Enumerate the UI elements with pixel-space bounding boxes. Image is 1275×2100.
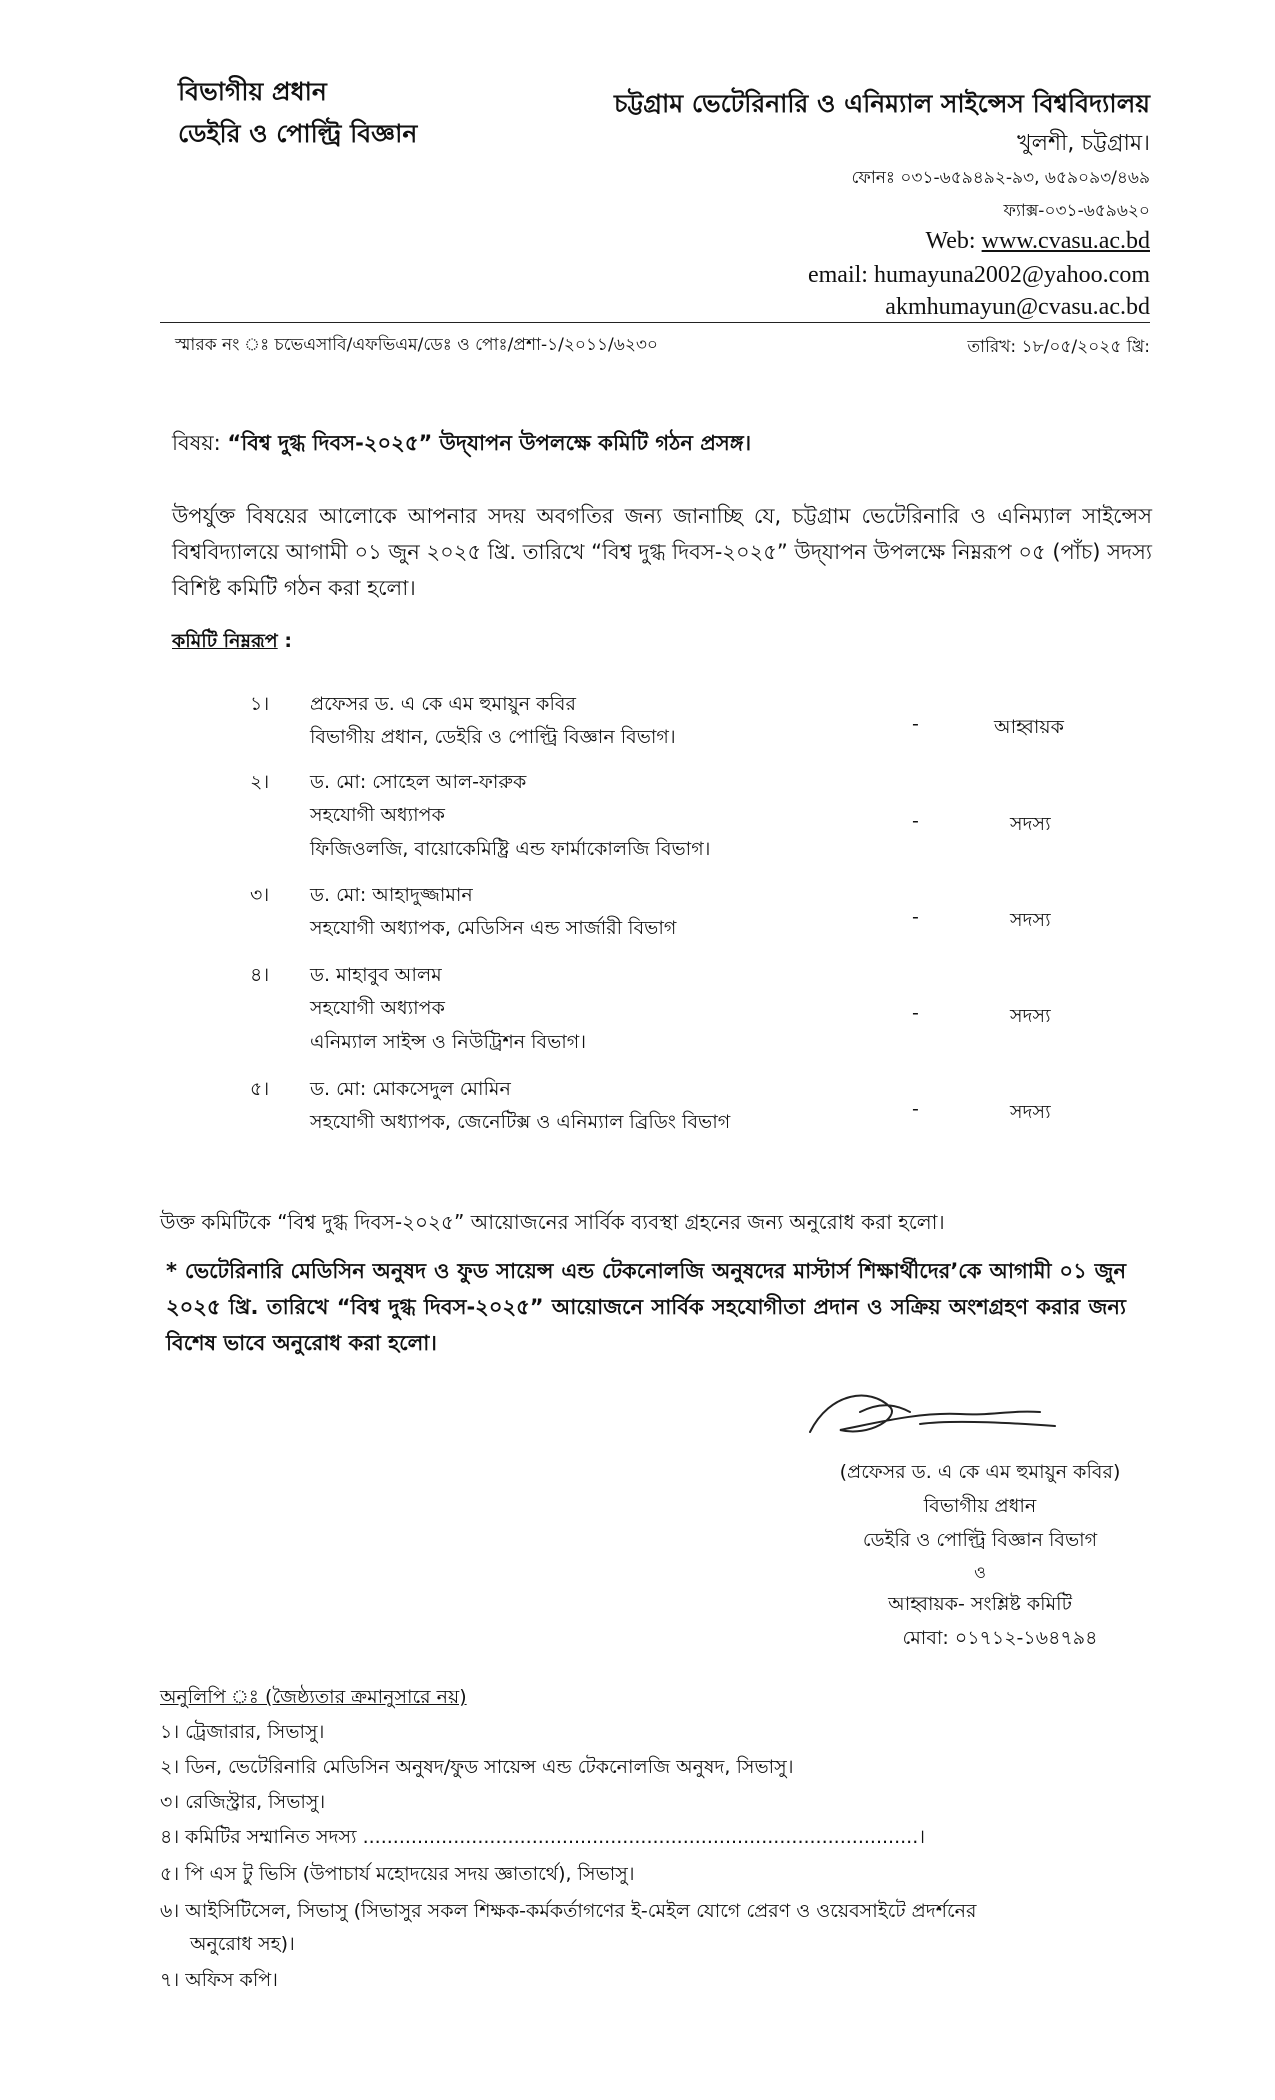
member-dash: -: [912, 1002, 919, 1024]
member-role: সদস্য: [1010, 813, 1051, 835]
member-name: ড. মাহাবুব আলম: [310, 964, 442, 986]
copy-item: ৪। কমিটির সম্মানিত সদস্য ............................................................................................।: [160, 1826, 926, 1848]
signature-scribble: [800, 1382, 1070, 1452]
committee-heading-label: কমিটি নিম্নরূপ: [172, 630, 278, 652]
copy-item: ৭। অফিস কপি।: [160, 1969, 278, 1991]
member-designation: সহযোগী অধ্যাপক: [310, 804, 445, 826]
member-dash: -: [912, 810, 919, 832]
signatory-role: আহ্বায়ক- সংশ্লিষ্ট কমিটি: [888, 1593, 1072, 1615]
email-address-1: humayuna2002@yahoo.com: [873, 262, 1150, 288]
memo-date: তারিখ: ১৮/০৫/২০২৫ খ্রি:: [967, 337, 1150, 357]
signatory-conjunction: ও: [974, 1563, 986, 1582]
memo-number: স্মারক নং ঃ চভেএসাবি/এফভিএম/ডেঃ ও পোঃ/প্রশা-১/২০১১/৬২৩০: [175, 335, 658, 355]
subject-text: “বিশ্ব দুগ্ধ দিবস-২০২৫” উদ্‌যাপন উপলক্ষে কমিটি গঠন প্রসঙ্গ।: [227, 431, 752, 455]
member-designation: সহযোগী অধ্যাপক: [310, 997, 445, 1019]
web-line: [926, 228, 1150, 255]
body-paragraph: উপর্যুক্ত বিষয়ের আলোকে আপনার সদয় অবগতির জন্য জানাচ্ছি যে, চট্টগ্রাম ভেটেরিনারি ও এনিম্যাল সাইন্সেস বিশ্ববিদ্যালয়ে আগামী ০১ জুন ২০২৫ খ্রি. তারিখে “বিশ্ব দুগ্ধ দিবস-২০২৫” উদ্‌যাপন উপলক্ষে নিম্নরূপ ০৫ (পাঁচ) সদস্য বিশিষ্ট কমিটি গঠন করা হলো।: [172, 504, 1152, 600]
signatory-mobile: মোবা: ০১৭১২-১৬৪৭৯৪: [902, 1627, 1098, 1649]
member-designation: সহযোগী অধ্যাপক, জেনেটিক্স ও এনিম্যাল ব্রিডিং বিভাগ: [310, 1111, 731, 1133]
member-number: ৩।: [250, 884, 270, 906]
member-name: ড. মো: সোহেল আল-ফারুক: [310, 771, 527, 793]
member-role: সদস্য: [1010, 909, 1051, 931]
member-department: এনিম্যাল সাইন্স ও নিউট্রিশন বিভাগ।: [310, 1031, 586, 1053]
member-role: সদস্য: [1010, 1005, 1051, 1027]
member-name: ড. মো: মোকসেদুল মোমিন: [310, 1078, 511, 1100]
committee-heading-colon: :: [277, 630, 292, 652]
member-designation: সহযোগী অধ্যাপক, মেডিসিন এন্ড সার্জারী বিভাগ: [310, 917, 677, 939]
member-role: আহ্বায়ক: [994, 716, 1064, 738]
committee-heading: [172, 627, 292, 659]
email-line-1: [808, 262, 1150, 289]
dept-head-title: বিভাগীয় প্রধান: [178, 77, 327, 106]
web-label: Web:: [925, 228, 976, 254]
member-number: ৫।: [250, 1078, 270, 1100]
member-department: ফিজিওলজি, বায়োকেমিষ্ট্রি এন্ড ফার্মাকোলজি বিভাগ।: [310, 838, 711, 860]
header-divider: [160, 322, 1150, 323]
member-number: ১।: [250, 693, 270, 715]
university-name: চট্টগ্রাম ভেটেরিনারি ও এনিম্যাল সাইন্সেস বিশ্ববিদ্যালয়: [614, 89, 1150, 118]
copy-item: ৩। রেজিস্ট্রার, সিভাসু।: [160, 1791, 326, 1813]
dept-name: ডেইরি ও পোল্ট্রি বিজ্ঞান: [178, 119, 418, 148]
signatory-department: ডেইরি ও পোল্ট্রি বিজ্ঞান বিভাগ: [862, 1529, 1098, 1551]
member-dash: -: [912, 906, 919, 928]
member-designation: বিভাগীয় প্রধান, ডেইরি ও পোল্ট্রি বিজ্ঞান বিভাগ।: [310, 726, 676, 748]
note-paragraph: * ভেটেরিনারি মেডিসিন অনুষদ ও ফুড সায়েন্স এন্ড টেকনোলজি অনুষদের মাস্টার্স শিক্ষার্থীদের’কে আগামী ০১ জুন ২০২৫ খ্রি. তারিখে “বিশ্ব দুগ্ধ দিবস-২০২৫” আয়োজনে সার্বিক সহযোগীতা প্রদান ও সক্রিয় অংশগ্রহণ করার জন্য বিশেষ ভাবে অনুরোধ করা হলো।: [166, 1259, 1126, 1355]
copy-item: ৬। আইসিটিসেল, সিভাসু (সিভাসুর সকল শিক্ষক-কর্মকর্তাগণের ই-মেইল যোগে প্রেরণ ও ওয়েবসাইটে প্রদর্শনের: [160, 1900, 977, 1922]
signatory-title: বিভাগীয় প্রধান: [923, 1495, 1037, 1517]
copy-item: ৫। পি এস টু ভিসি (উপাচার্য মহোদয়ের সদয় জ্ঞাতার্থে), সিভাসু।: [160, 1863, 635, 1885]
copy-item: ২। ডিন, ভেটেরিনারি মেডিসিন অনুষদ/ফুড সায়েন্স এন্ড টেকনোলজি অনুষদ, সিভাসু।: [160, 1756, 794, 1778]
member-dash: -: [912, 713, 919, 735]
university-location: খুলশী, চট্টগ্রাম।: [1017, 131, 1150, 156]
member-role: সদস্য: [1010, 1101, 1051, 1123]
phone-line: ফোনঃ ০৩১-৬৫৯৪৯২-৯৩, ৬৫৯০৯৩/৪৬৯: [851, 168, 1150, 188]
member-name: ড. মো: আহাদুজ্জামান: [310, 884, 473, 906]
member-name: প্রফেসর ড. এ কে এম হুমায়ুন কবির: [310, 693, 576, 715]
email-label: email:: [807, 262, 868, 288]
request-line: উক্ত কমিটিকে “বিশ্ব দুগ্ধ দিবস-২০২৫” আয়োজনের সার্বিক ব্যবস্থা গ্রহনের জন্য অনুরোধ করা হলো।: [160, 1210, 945, 1234]
fax-line: ফ্যাক্স-০৩১-৬৫৯৬২০: [1003, 201, 1150, 221]
web-link[interactable]: www.cvasu.ac.bd: [981, 228, 1150, 254]
copy-item-continuation: অনুরোধ সহ)।: [190, 1933, 295, 1955]
member-number: ৪।: [250, 964, 270, 986]
email-address-2: akmhumayun@cvasu.ac.bd: [885, 294, 1150, 320]
member-number: ২।: [250, 771, 270, 793]
signatory-name: (প্রফেসর ড. এ কে এম হুমায়ুন কবির): [839, 1461, 1121, 1483]
copies-heading: অনুলিপি ঃ (জৈষ্ঠ্যতার ক্রমানুসারে নয়): [160, 1686, 467, 1708]
subject-label: বিষয়:: [172, 431, 221, 455]
member-dash: -: [912, 1098, 919, 1120]
subject-line: [172, 427, 751, 462]
copy-item: ১। ট্রেজারার, সিভাসু।: [160, 1721, 325, 1743]
